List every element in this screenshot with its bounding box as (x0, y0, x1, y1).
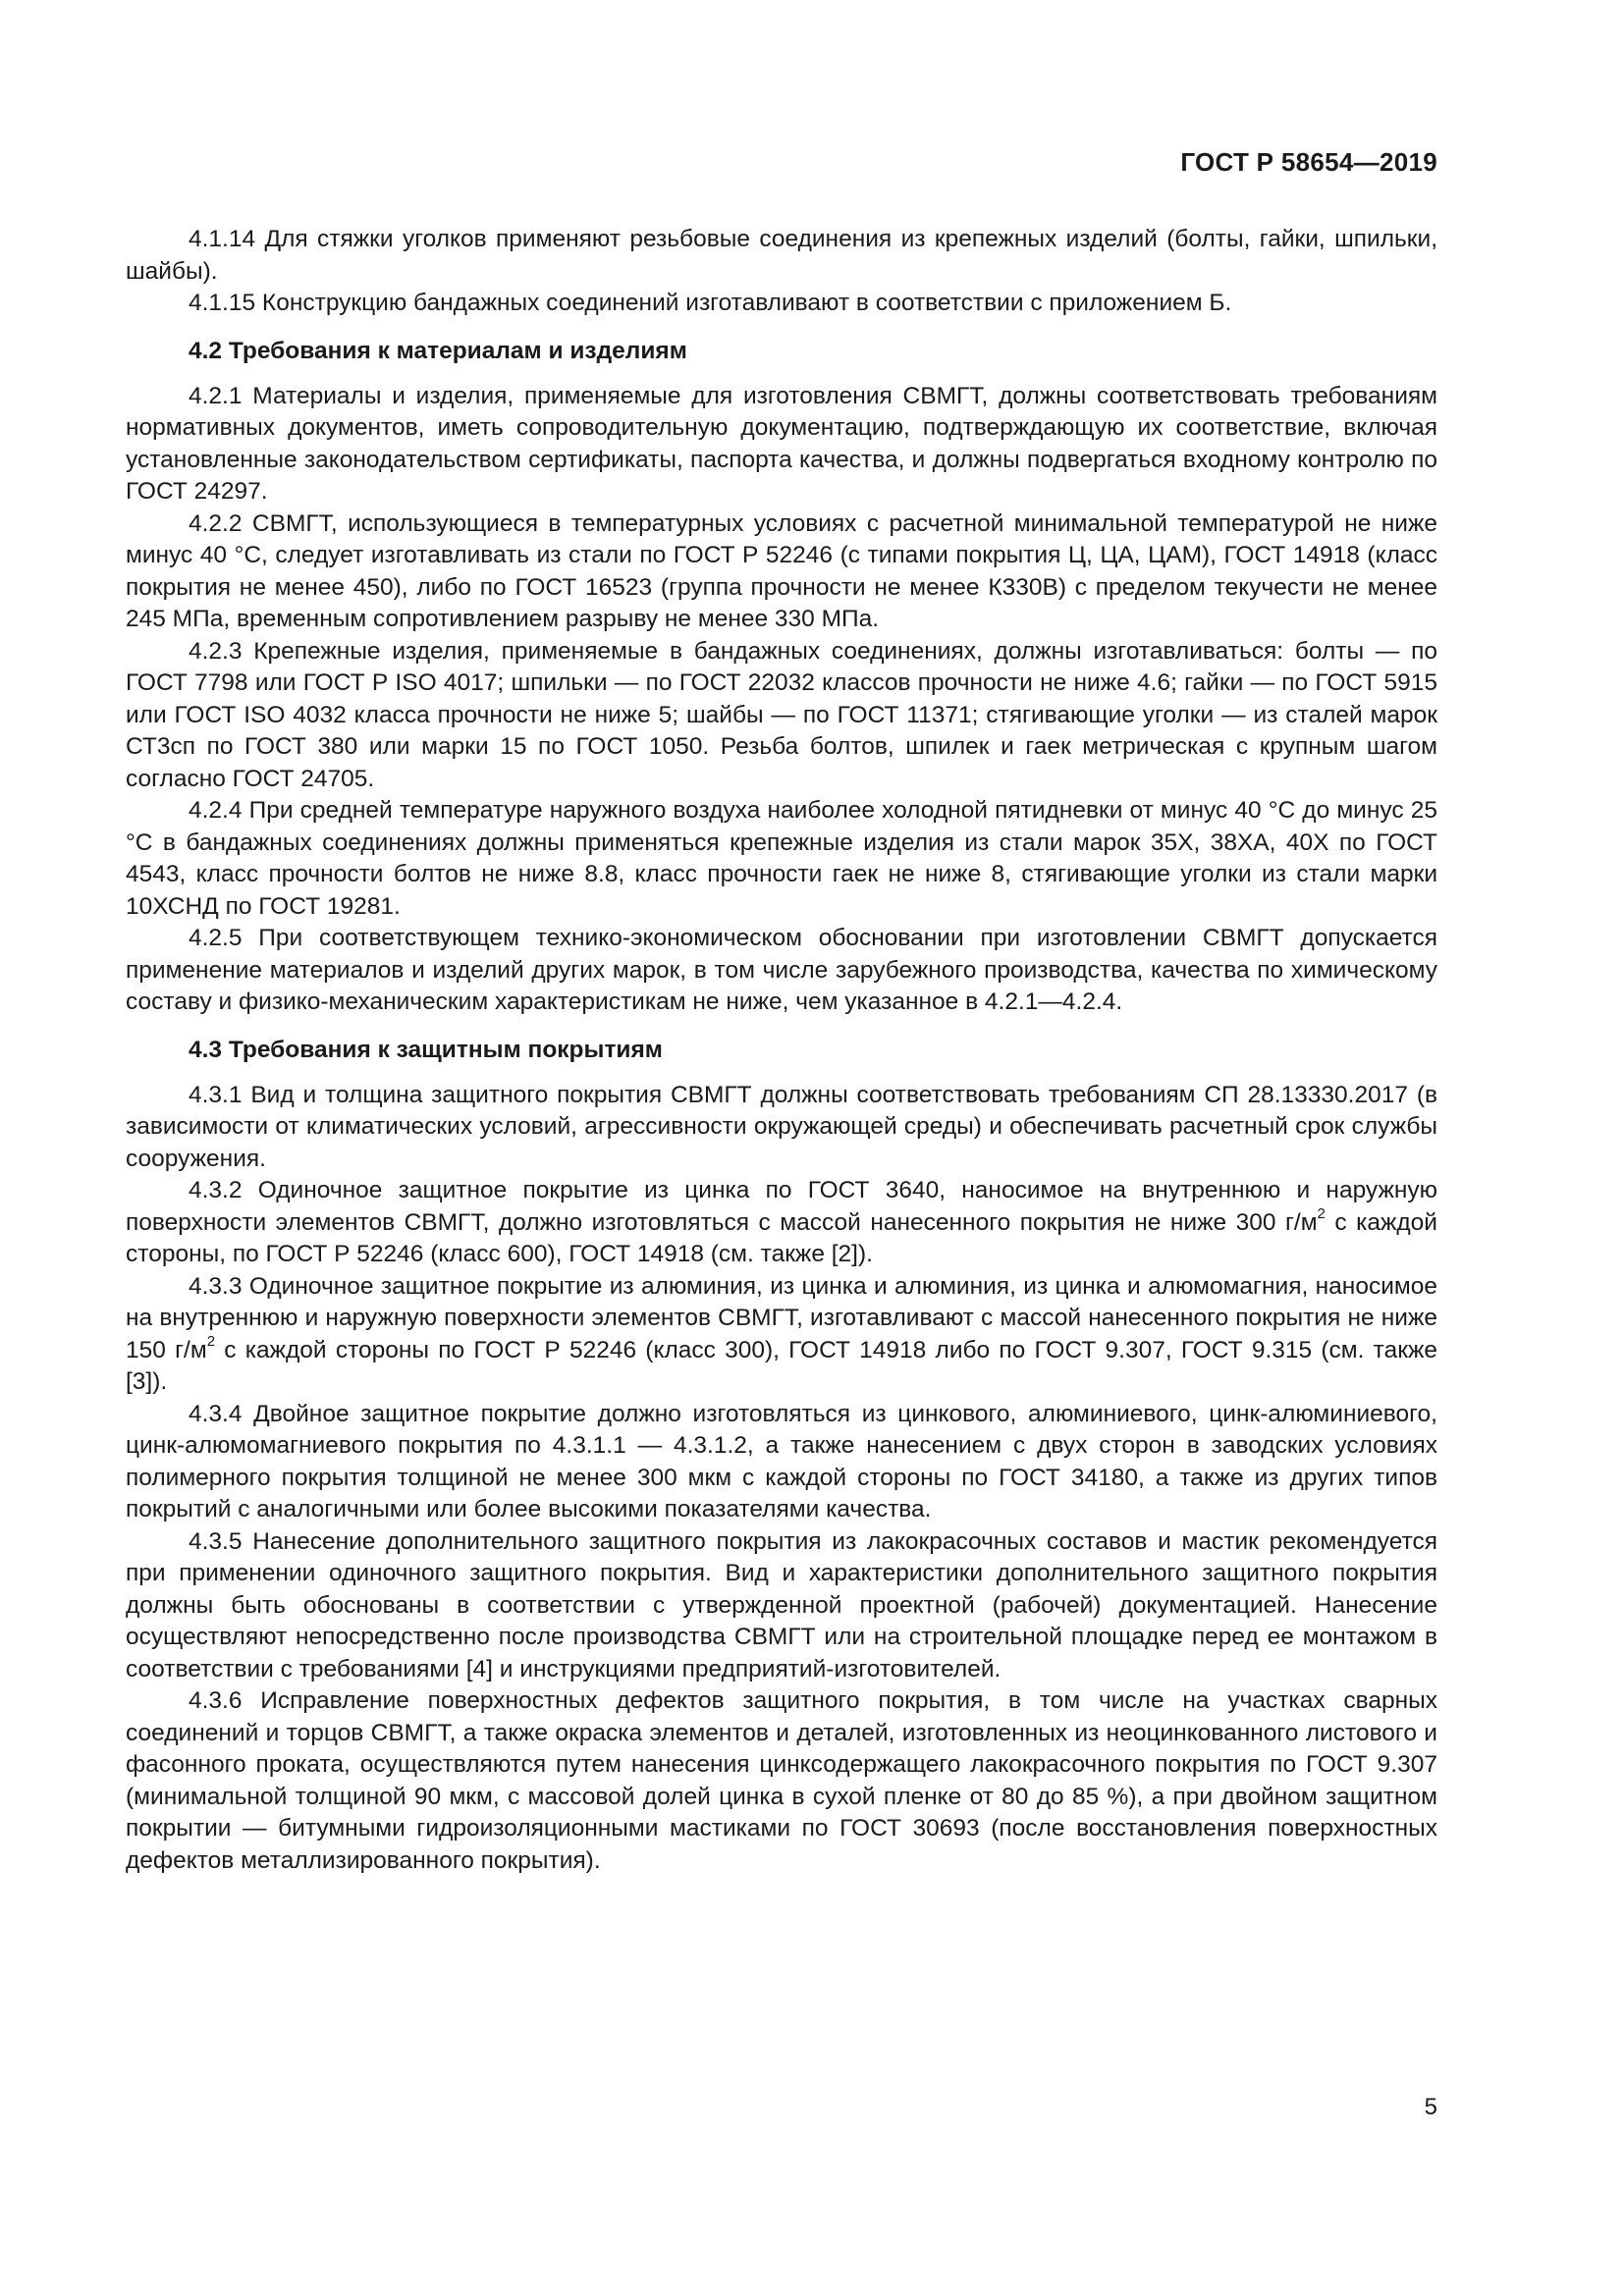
clause-4-3-3 (126, 1271, 1437, 1399)
clause-4-1-15: 4.1.15 Конструкцию бандажных соединений изготавливают в соответствии с приложением Б. (189, 290, 1232, 316)
clause-4-3-3-text-a: 4.3.3 Одиночное защитное покрытие из алюминия, из цинка и алюминия, из цинка и алюмомагния, наносимое на внутреннюю и наружную поверхности элементов СВМГТ, изготавливают с массой нанесенного покрытия не ниже 150 г/м (126, 1272, 1437, 1363)
clause-4-3-6: 4.3.6 Исправление поверхностных дефектов защитного покрытия, в том числе на участках сварных соединений и торцов СВМГТ, а также окраска элементов и деталей, изготовленных из неоцинкованного листового и фасонного проката, осуществляются путем нанесения цинксодержащего лакокрасочного покрытия по ГОСТ 9.307 (минимальной толщиной 90 мкм, с массовой долей цинка в сухой пленке от 80 до 85 %), а при двойном защитном покрытии — битумными гидроизоляционными мастиками по ГОСТ 30693 (после восстановления поверхностных дефектов металлизированного покрытия). (126, 1687, 1437, 1874)
clause-4-3-3-superscript: 2 (206, 1333, 216, 1351)
clause-4-2-3: 4.2.3 Крепежные изделия, применяемые в бандажных соединениях, должны изготавливаться: болты — по ГОСТ 7798 или ГОСТ Р ISO 4017; шпильки — по ГОСТ 22032 классов прочности не ниже 4.6; гайки — по ГОСТ 5915 или ГОСТ ISO 4032 класса прочности не ниже 5; шайбы — по ГОСТ 11371; стягивающие уголки — из сталей марок СТ3сп по ГОСТ 380 или марки 15 по ГОСТ 1050. Резьба болтов, шпилек и гаек метрическая с крупным шагом согласно ГОСТ 24705. (126, 637, 1437, 792)
clause-4-3-4: 4.3.4 Двойное защитное покрытие должно изготовляться из цинкового, алюминиевого, цинк-алюминиевого, цинк-алюмомагниевого покрытия по 4.3.1.1 — 4.3.1.2, а также нанесением с двух сторон в заводских условиях полимерного покрытия толщиной не менее 300 мкм с каждой стороны по ГОСТ 34180, а также из других типов покрытий с аналогичными или более высокими показателями качества. (126, 1400, 1437, 1522)
clause-4-2-2: 4.2.2 СВМГТ, использующиеся в температурных условиях с расчетной минимальной температурой не ниже минус 40 °С, следует изготавливать из стали по ГОСТ Р 52246 (с типами покрытия Ц, ЦА, ЦАМ), ГОСТ 14918 (класс покрытия не менее 450), либо по ГОСТ 16523 (группа прочности не менее К330В) с пределом текучести не менее 245 МПа, временным сопротивлением разрыву не менее 330 МПа. (126, 509, 1437, 632)
document-id-header: ГОСТ Р 58654—2019 (1180, 147, 1437, 177)
document-body (126, 224, 1437, 1877)
clause-4-2-5: 4.2.5 При соответствующем технико-экономическом обосновании при изготовлении СВМГТ допускается применение материалов и изделий других марок, в том числе зарубежного производства, качества по химическому составу и физико-механическим характеристикам не ниже, чем указанное в 4.2.1—4.2.4. (126, 925, 1437, 1015)
clause-4-2-4: 4.2.4 При средней температуре наружного воздуха наиболее холодной пятидневки от минус 40 °С до минус 25 °С в бандажных соединениях должны применяться крепежные изделия из стали марок 35Х, 38ХА, 40Х по ГОСТ 4543, класс прочности болтов не ниже 8.8, класс прочности гаек не ниже 8, стягивающие уголки из стали марки 10ХСНД по ГОСТ 19281. (126, 797, 1437, 920)
clause-4-3-1: 4.3.1 Вид и толщина защитного покрытия СВМГТ должны соответствовать требованиям СП 28.13330.2017 (в зависимости от климатических условий, агрессивности окружающей среды) и обеспечивать расчетный срок службы сооружения. (126, 1081, 1437, 1172)
section-heading-4-2: 4.2 Требования к материалам и изделиям (189, 337, 687, 364)
clause-4-2-1: 4.2.1 Материалы и изделия, применяемые для изготовления СВМГТ, должны соответствовать требованиям нормативных документов, иметь сопроводительную документацию, подтверждающую их соответствие, включая установленные законодательством сертификаты, паспорта качества, и должны подвергаться входному контролю по ГОСТ 24297. (126, 382, 1437, 505)
section-heading-4-3: 4.3 Требования к защитным покрытиям (189, 1036, 663, 1063)
clause-4-3-2-superscript: 2 (1317, 1205, 1326, 1223)
page-number: 5 (1424, 2094, 1437, 2120)
clause-4-3-3-text-b: с каждой стороны по ГОСТ Р 52246 (класс 300), ГОСТ 14918 либо по ГОСТ 9.307, ГОСТ 9.315 (см. также [3]). (126, 1336, 1437, 1395)
clause-4-3-2-text-b: с каждой стороны, по ГОСТ Р 52246 (класс 600), ГОСТ 14918 (см. также [2]). (126, 1208, 1437, 1267)
clause-4-3-5: 4.3.5 Нанесение дополнительного защитного покрытия из лакокрасочных составов и мастик рекомендуется при применении одиночного защитного покрытия. Вид и характеристики дополнительного защитного покрытия должны быть обоснованы в соответствии с утвержденной проектной (рабочей) документацией. Нанесение осуществляют непосредственно после производства СВМГТ или на строительной площадке перед ее монтажом в соответствии с требованиями [4] и инструкциями предприятий-изготовителей. (126, 1527, 1437, 1682)
clause-4-3-2-text-a: 4.3.2 Одиночное защитное покрытие из цинка по ГОСТ 3640, наносимое на внутреннюю и наружную поверхности элементов СВМГТ, должно изготовляться с массой нанесенного покрытия не ниже 300 г/м (126, 1177, 1437, 1236)
clause-4-3-2 (126, 1175, 1437, 1271)
clause-4-1-14: 4.1.14 Для стяжки уголков применяют резьбовые соединения из крепежных изделий (болты, гайки, шпильки, шайбы). (126, 226, 1437, 285)
